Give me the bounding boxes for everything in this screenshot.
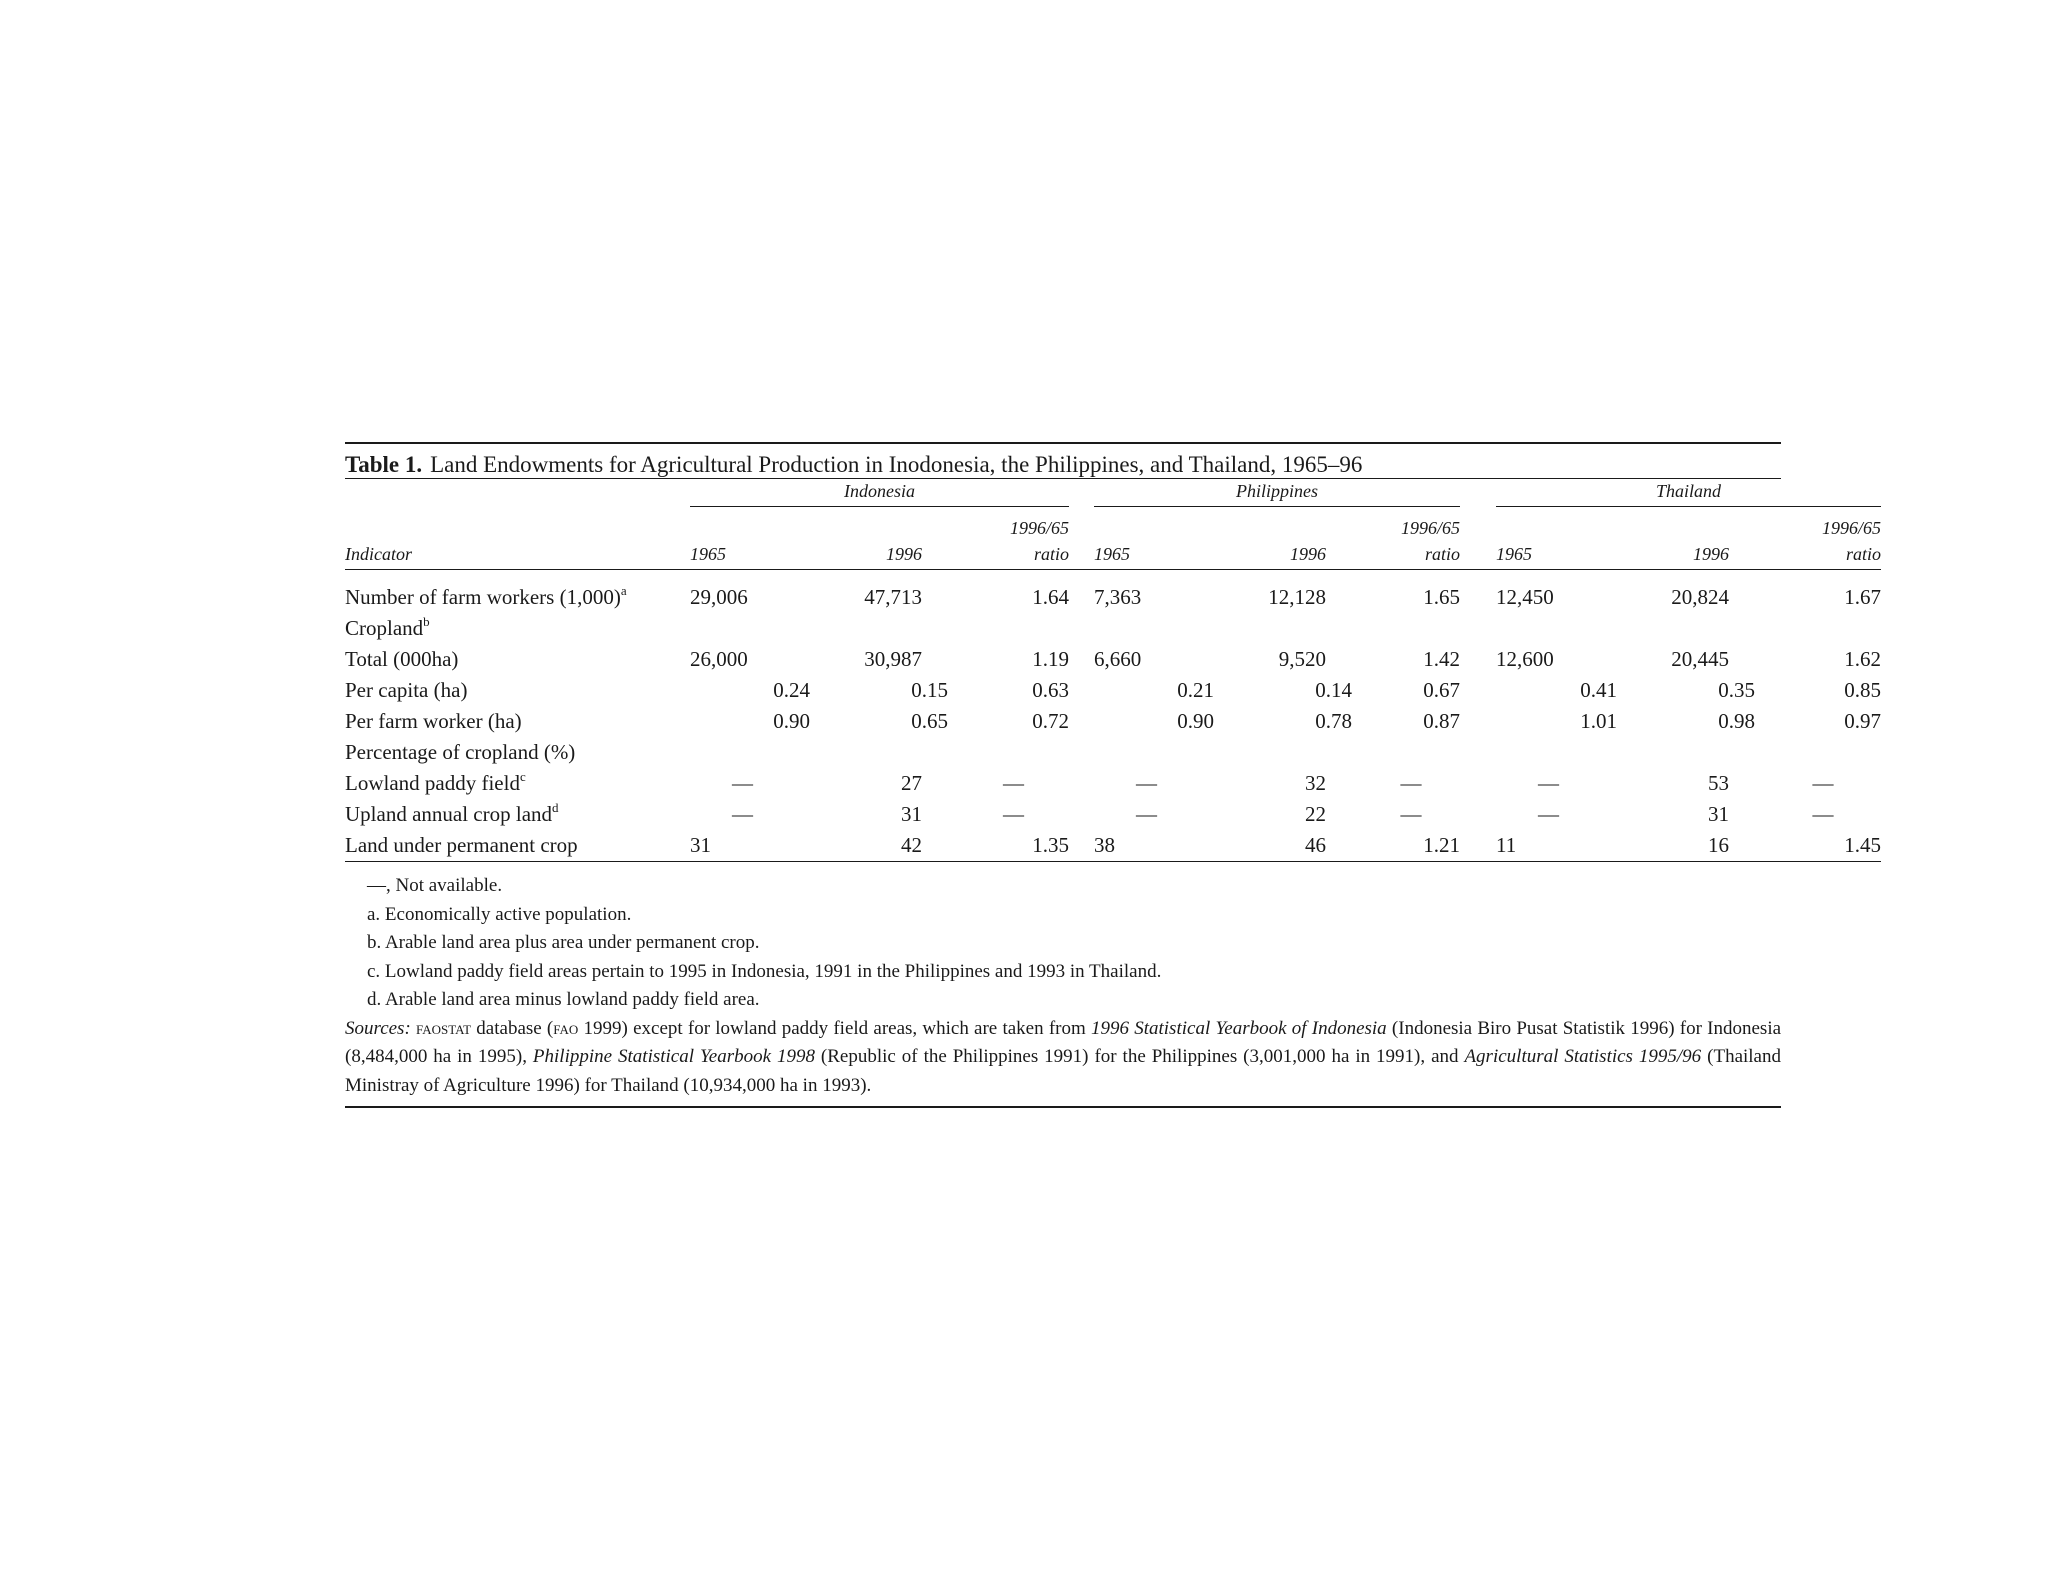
ratio-header-bottom: ratio <box>1034 544 1070 564</box>
table-cell: 1.21 <box>1362 830 1460 862</box>
indicator-header: Indicator <box>345 544 412 564</box>
table-cell: 0.14 <box>1315 678 1353 702</box>
table-cell: 22 <box>1305 802 1327 826</box>
note-not-available: —, Not available. <box>367 875 503 896</box>
year-header-1996: 1996 <box>886 544 922 564</box>
row-label: Land under permanent crop <box>345 830 690 862</box>
footnote-marker: a <box>620 583 627 598</box>
year-header-1965: 1965 <box>1496 544 1533 564</box>
ratio-header-bottom: ratio <box>1846 544 1882 564</box>
table-cell: — <box>732 802 753 826</box>
table-cell <box>824 737 958 768</box>
row-label: Per capita (ha) <box>345 678 468 702</box>
table-cell: — <box>1400 802 1422 826</box>
table-cell: — <box>1812 771 1834 795</box>
table-cell: 46 <box>1228 830 1362 862</box>
row-label: Upland annual crop land$^d$ <box>345 800 559 826</box>
table-cell <box>1765 613 1881 644</box>
table-cell: 20,824 <box>1671 585 1730 609</box>
table-cell: 12,600 <box>1496 647 1554 671</box>
table-cell: 0.85 <box>1844 678 1882 702</box>
table-cell: 0.97 <box>1844 709 1882 733</box>
table-body <box>345 582 1881 862</box>
table-cell: 16 <box>1631 830 1765 862</box>
table-cell: 47,713 <box>864 585 922 609</box>
table-cell <box>1631 613 1765 644</box>
row-label: Per farm worker (ha) <box>345 709 522 733</box>
ratio-header-bottom: ratio <box>1425 544 1461 564</box>
table-cell: 12,128 <box>1268 585 1327 609</box>
table-row <box>345 582 1881 613</box>
table-cell: 0.90 <box>773 709 810 733</box>
table-cell: — <box>1400 771 1422 795</box>
table-cell <box>1362 737 1460 768</box>
table-row <box>345 706 1881 737</box>
sources-note: Sources: faostat database (fao 1999) except for lowland paddy field areas, which are taken from 1996 Statistical Yearbook of Indonesia (Indonesia Biro Pusat Statistik 1996) for Indonesia (8,484,000 ha in 1995), Philippine Statistical Yearbook 1998 (Republic of the Philippines 1991) for the Philippines (3,001,000 ha in 1991), and Agricultural Statistics 1995/96 (Thailand Ministray of Agriculture 1996) for Thailand (10,934,000 ha in 1993). <box>345 1017 1782 1096</box>
table-cell: 31 <box>690 830 824 862</box>
table-label: Table 1. <box>345 452 423 477</box>
table-cell <box>1094 737 1228 768</box>
footnote-marker: d <box>552 800 559 815</box>
table-cell: 0.78 <box>1315 709 1353 733</box>
table-cell: 0.90 <box>1177 709 1215 733</box>
table-cell: — <box>1003 771 1025 795</box>
faostat-name: faostat <box>416 1017 472 1039</box>
table-cell: 1.64 <box>1032 585 1070 609</box>
column-header-row <box>345 539 1881 570</box>
table-row <box>345 830 1881 862</box>
table-cell: — <box>1538 802 1560 826</box>
table-cell: 1.62 <box>1844 647 1882 671</box>
table-cell <box>1362 613 1460 644</box>
group-header-thailand: Thailand <box>1496 479 1881 509</box>
ratio-header-top: 1996/65 <box>1401 518 1461 538</box>
group-header-indonesia: Indonesia <box>690 479 1069 509</box>
note-c: c. Lowland paddy field areas pertain to 1995 in Indonesia, 1991 in the Philippines and 1993 in Thailand. <box>367 960 1162 982</box>
table-cell: 42 <box>824 830 958 862</box>
table-row <box>345 675 1881 706</box>
note-b: b. Arable land area plus area under permanent crop. <box>367 932 760 953</box>
table-cell: 9,520 <box>1278 647 1327 671</box>
table-title: Land Endowments for Agricultural Production in Inodonesia, the Philippines, and Thailand, 1965–96 <box>430 452 1363 477</box>
table-cell: 0.24 <box>773 678 810 702</box>
table-cell: 0.35 <box>1718 678 1756 702</box>
table-cell: 1.35 <box>958 830 1069 862</box>
table-cell: 38 <box>1094 830 1228 862</box>
table-cell: — <box>1136 771 1158 795</box>
table-cell: — <box>732 771 753 795</box>
ratio-header-top: 1996/65 <box>1822 518 1882 538</box>
table-cell <box>690 737 824 768</box>
year-header-1996: 1996 <box>1290 544 1327 564</box>
table-cell: 29,006 <box>690 585 748 609</box>
table-cell: 1.42 <box>1423 647 1461 671</box>
ratio-header-row <box>345 509 1881 539</box>
table-row <box>345 799 1881 830</box>
source-title-thailand: Agricultural Statistics 1995/96 <box>1464 1046 1702 1067</box>
source-title-indonesia: 1996 Statistical Yearbook of Indonesia <box>1091 1017 1387 1039</box>
table-cell: 12,450 <box>1496 585 1554 609</box>
table-cell <box>1228 737 1362 768</box>
table-cell: 1.45 <box>1765 830 1881 862</box>
table-cell: 1.67 <box>1844 585 1882 609</box>
table-cell: 1.19 <box>1032 647 1070 671</box>
table-document <box>345 442 1882 1108</box>
fao-name: fao <box>553 1017 579 1039</box>
table-cell: 0.65 <box>911 709 948 733</box>
table-cell: — <box>1538 771 1560 795</box>
table-cell: 7,363 <box>1094 585 1142 609</box>
ratio-header-top: 1996/65 <box>1010 518 1070 538</box>
table-cell: 0.63 <box>1032 678 1070 702</box>
table-cell: 6,660 <box>1094 647 1142 671</box>
table-cell <box>958 613 1069 644</box>
row-label: Lowland paddy field$^c$ <box>345 769 526 795</box>
footnote-marker: c <box>519 769 526 784</box>
table-notes <box>345 862 1781 1106</box>
group-header-row <box>345 479 1881 509</box>
table-cell <box>958 737 1069 768</box>
table-cell <box>1228 613 1362 644</box>
table-cell: 26,000 <box>690 647 748 671</box>
data-table <box>345 479 1881 862</box>
table-cell: 0.21 <box>1177 678 1215 702</box>
row-label: Percentage of cropland (%) <box>345 740 576 764</box>
table-cell: 32 <box>1305 771 1327 795</box>
table-cell: — <box>1812 802 1834 826</box>
row-label: Number of farm workers $(1,000)^a$ <box>345 583 627 609</box>
table-cell: 0.67 <box>1423 678 1461 702</box>
table-cell: 11 <box>1496 830 1631 862</box>
table-cell: — <box>1003 802 1025 826</box>
table-cell: 1.65 <box>1423 585 1461 609</box>
table-cell <box>1765 737 1881 768</box>
row-label: Total (000ha) <box>345 647 459 671</box>
sources-label: Sources: <box>345 1017 411 1039</box>
row-label: Cropland$^b$ <box>345 614 430 640</box>
table-cell: 27 <box>901 771 922 795</box>
table-cell <box>824 613 958 644</box>
table-row <box>345 644 1881 675</box>
note-d: d. Arable land area minus lowland paddy field area. <box>367 989 760 1010</box>
year-header-1965: 1965 <box>690 544 726 564</box>
table-cell: 0.87 <box>1423 709 1461 733</box>
table-cell <box>690 613 824 644</box>
note-a: a. Economically active population. <box>367 903 632 925</box>
table-row <box>345 768 1881 799</box>
table-cell: 30,987 <box>864 647 922 671</box>
table-caption <box>345 444 1781 478</box>
table-cell: 20,445 <box>1671 647 1730 671</box>
table-row <box>345 613 1881 644</box>
table-cell <box>1496 737 1631 768</box>
table-cell <box>1631 737 1765 768</box>
table-cell: 0.72 <box>1032 709 1070 733</box>
table-cell: — <box>1136 802 1158 826</box>
footnote-marker: b <box>423 614 430 629</box>
table-row <box>345 737 1881 768</box>
table-cell: 0.15 <box>911 678 948 702</box>
bottom-rule <box>345 1106 1781 1108</box>
source-title-philippines: Philippine Statistical Yearbook 1998 <box>532 1046 815 1067</box>
table-cell: 31 <box>1708 802 1730 826</box>
table-cell: 0.41 <box>1580 678 1618 702</box>
year-header-1965: 1965 <box>1094 544 1131 564</box>
table-cell: 0.98 <box>1718 709 1756 733</box>
table-cell: 31 <box>901 802 922 826</box>
table-cell <box>1496 613 1631 644</box>
group-header-philippines: Philippines <box>1094 479 1460 509</box>
year-header-1996: 1996 <box>1693 544 1730 564</box>
table-cell <box>1094 613 1228 644</box>
table-cell: 1.01 <box>1580 709 1618 733</box>
table-cell: 53 <box>1708 771 1730 795</box>
